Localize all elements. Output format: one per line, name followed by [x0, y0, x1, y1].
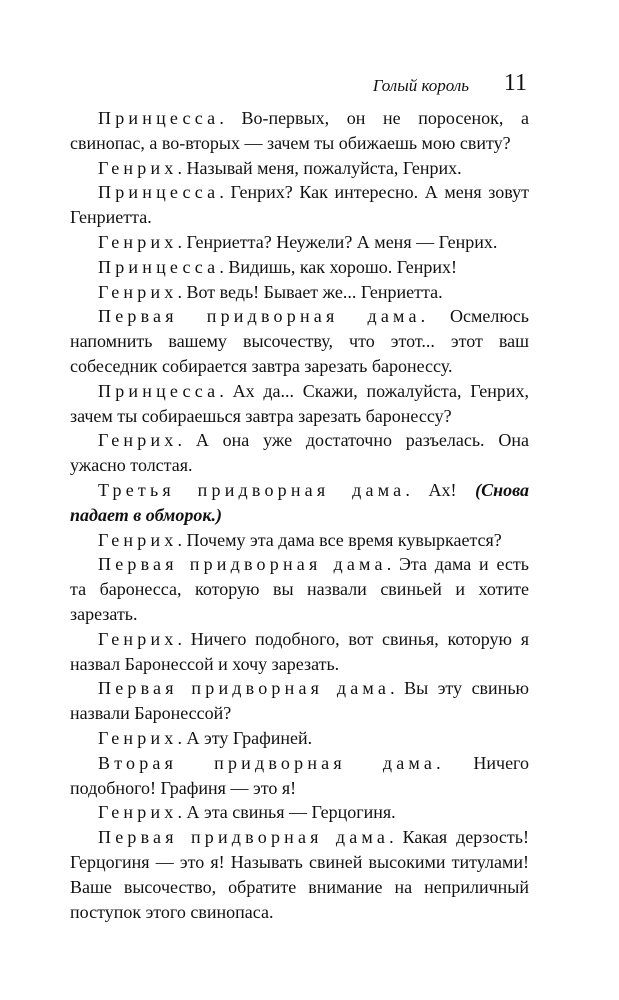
speaker-name: Вторая придворная дама	[98, 752, 437, 773]
dialogue-line	[70, 825, 529, 924]
line-text: . Вы эту свинью назвали Баронессой?	[70, 678, 529, 724]
speaker-name: Генрих	[98, 231, 178, 252]
dialogue-line	[70, 627, 529, 677]
speaker-name: Генрих	[98, 802, 178, 823]
dialogue-line	[70, 230, 529, 255]
dialogue-line	[70, 676, 529, 726]
line-text: . А эту Графиней.	[177, 727, 313, 748]
dialogue-line	[70, 428, 529, 478]
speaker-name: Генрих	[98, 281, 178, 302]
page-number: 11	[503, 70, 527, 96]
speaker-name: Принцесса	[98, 108, 220, 128]
stage-direction: (Снова падает в обморок.)	[70, 479, 529, 525]
speaker-name: Принцесса	[98, 256, 220, 277]
line-text: . Ах!	[405, 479, 476, 500]
line-text: . А она уже достаточно разъелась. Она ужасно толстая.	[70, 430, 529, 476]
line-text: . Ничего подобного! Графиня — это я!	[70, 752, 529, 798]
dialogue-line	[70, 304, 529, 378]
speaker-name: Генрих	[98, 157, 178, 178]
speaker-name: Третья придворная дама	[98, 479, 406, 500]
dialogue-line	[70, 478, 529, 528]
dialogue-line	[70, 800, 529, 825]
speaker-name: Первая придворная дама	[98, 827, 390, 848]
dialogue-line	[70, 280, 529, 305]
dialogue-line	[70, 106, 529, 156]
speaker-name: Генрих	[98, 529, 178, 550]
speaker-name: Первая придворная дама	[98, 306, 421, 327]
speaker-name: Принцесса	[98, 182, 220, 203]
dialogue-line	[70, 180, 529, 230]
line-text: . А эта свинья — Герцогиня.	[177, 802, 396, 823]
line-text: . Эта дама и есть та баронесса, которую вы назвали свиньей и хотите зарезать.	[70, 554, 529, 624]
line-text: . Ничего подобного, вот свинья, которую я назвал Баронессой и хочу зарезать.	[70, 628, 529, 674]
dialogue-text	[70, 106, 529, 924]
speaker-name: Принцесса	[98, 380, 220, 401]
line-text: . Осмелюсь напомнить вашему высочеству, что этот... этот ваш собеседник собирается завтра зарезать баронессу.	[70, 306, 529, 376]
line-text: . Какая дерзость! Герцогиня — это я! Называть свиней высокими титулами! Ваше высочество, обратите внимание на неприличный поступок этого свинопаса.	[70, 827, 529, 922]
dialogue-line	[70, 751, 529, 801]
dialogue-line	[70, 255, 529, 280]
dialogue-line	[70, 528, 529, 553]
line-text: . Почему эта дама все время кувыркается?	[177, 529, 502, 550]
line-text: . Видишь, как хорошо. Генрих!	[219, 256, 457, 277]
page-header	[70, 70, 527, 100]
speaker-name: Первая придворная дама	[98, 554, 387, 575]
dialogue-line	[70, 552, 529, 626]
line-text: . Генрих? Как интересно. А меня зовут Генриетта.	[70, 182, 529, 228]
dialogue-line	[70, 156, 529, 181]
dialogue-line	[70, 726, 529, 751]
line-text: . Генриетта? Неужели? А меня — Генрих.	[177, 231, 498, 252]
line-text: . Во-первых, он не поросенок, а свинопас, а во-вторых — зачем ты обижаешь мою свиту?	[70, 108, 529, 153]
line-text: . Называй меня, пожалуйста, Генрих.	[177, 157, 462, 178]
dialogue-line	[70, 379, 529, 429]
speaker-name: Генрих	[98, 628, 178, 649]
running-title: Голый король	[372, 76, 469, 95]
speaker-name: Первая придворная дама	[98, 678, 391, 699]
speaker-name: Генрих	[98, 430, 178, 451]
line-text: . Ах да... Скажи, пожалуйста, Генрих, зачем ты собираешься завтра зарезать баронессу?	[70, 380, 529, 426]
speaker-name: Генрих	[98, 727, 178, 748]
line-text: . Вот ведь! Бывает же... Генриетта.	[177, 281, 443, 302]
